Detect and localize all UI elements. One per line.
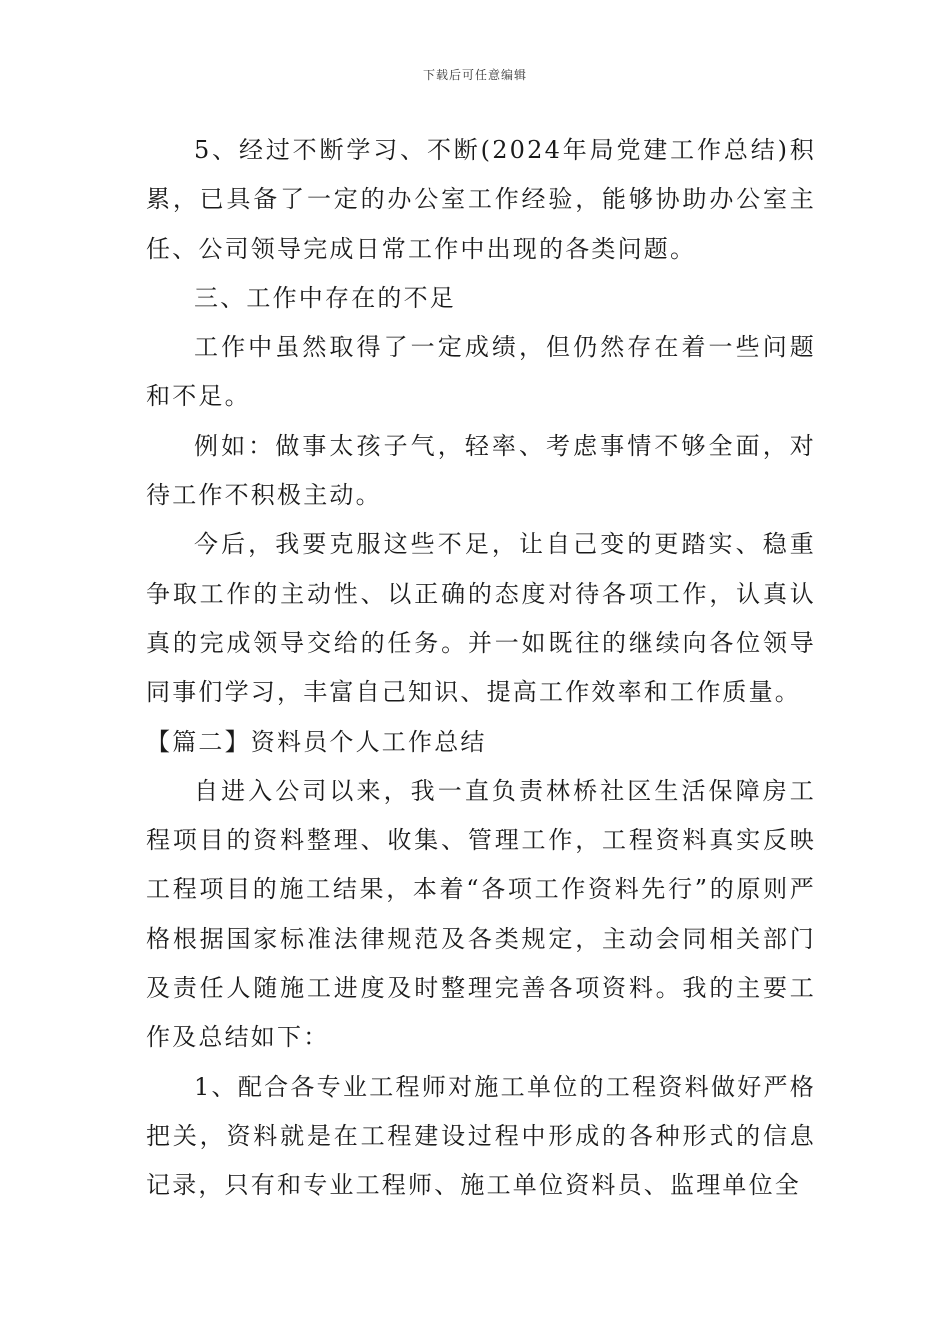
section-title: 【篇二】资料员个人工作总结 [146,727,487,756]
paragraph-shortcomings-intro: 工作中虽然取得了一定成绩，但仍然存在着一些问题和不足。 [146,333,816,411]
paragraph-example: 例如：做事太孩子气，轻率、考虑事情不够全面，对待工作不积极主动。 [146,431,816,510]
page-header-note: 下载后可任意编辑 [422,68,527,82]
paragraph-item-1: 1、配合各专业工程师对施工单位的工程资料做好严格把关，资料就是在工程建设过程中形成的各种形式的信息记录，只有和专业工程师、施工单位资料员、监理单位全 [146,1072,816,1200]
paragraph-section-intro: 自进入公司以来，我一直负责林桥社区生活保障房工程项目的资料整理、收集、管理工作，工程资料真实反映工程项目的施工结果，本着“各项工作资料先行”的原则严格根据国家标准法律规范及各类规定，主动会同相关部门及责任人随施工进度及时整理完善各项资料。我的主要工作及总结如下： [146,776,816,1052]
document-body [146,126,816,1211]
heading-shortcomings: 三、工作中存在的不足 [194,283,456,312]
paragraph-future: 今后，我要克服这些不足，让自己变的更踏实、稳重争取工作的主动性、以正确的态度对待各项工作，认真认真的完成领导交给的任务。并一如既往的继续向各位领导同事们学习，丰富自己知识、提高工作效率和工作质量。 [146,530,816,707]
paragraph-experience: 5、经过不断学习、不断(2024年局党建工作总结)积累，已具备了一定的办公室工作经验，能够协助办公室主任、公司领导完成日常工作中出现的各类问题。 [146,136,816,263]
